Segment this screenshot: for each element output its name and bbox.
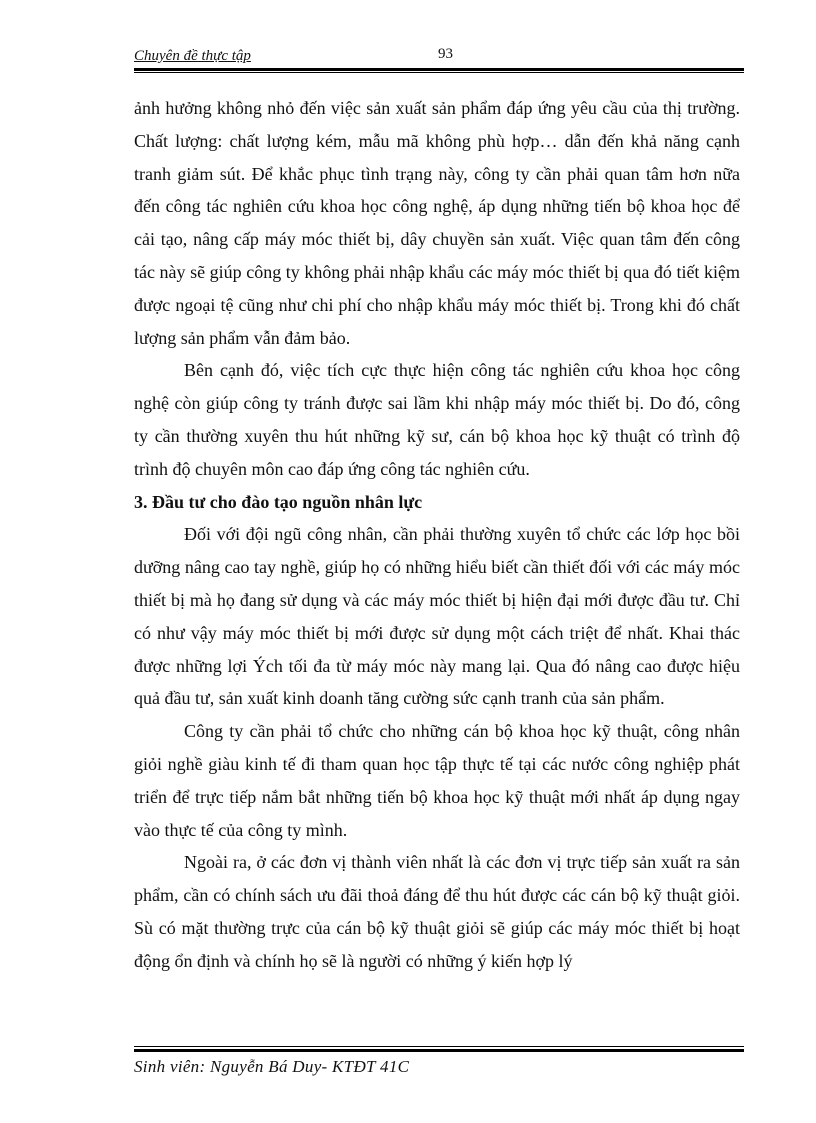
paragraph-1: ảnh hưởng không nhỏ đến việc sản xuất sản phẩm đáp ứng yêu cầu của thị trường. Chất lượng: chất lượng kém, mẫu mã không phù hợp… dẫn đến khả năng cạnh tranh giảm sút. Để khắc phục tình trạng này, công ty cần phải quan tâm hơn nữa đến công tác nghiên cứu khoa học công nghệ, áp dụng những tiến bộ khoa học để cải tạo, nâng cấp máy móc thiết bị, dây chuyền sản xuất. Việc quan tâm đến công tác này sẽ giúp công ty không phải nhập khẩu các máy móc thiết bị qua đó tiết kiệm được ngoại tệ cũng như chi phí cho nhập khẩu máy móc thiết bị. Trong khi đó chất lượng sản phẩm vẫn đảm bảo.: [134, 98, 740, 348]
paragraph-3: Đối với đội ngũ công nhân, cần phải thường xuyên tổ chức các lớp học bồi dưỡng nâng cao tay nghề, giúp họ có những hiểu biết cần thiết đối với các máy móc thiết bị mà họ đang sử dụng và các máy móc thiết bị hiện đại mới được đầu tư. Chỉ có như vậy máy móc thiết bị mới được sử dụng một cách triệt để nhất. Khai thác được những lợi Ých tối đa từ máy móc này mang lại. Qua đó nâng cao được hiệu quả đầu tư, sản xuất kinh doanh tăng cường sức cạnh tranh của sản phẩm.: [134, 524, 740, 709]
page-number: 93: [438, 46, 453, 62]
page-footer: [134, 1046, 744, 1077]
header-rule: [134, 68, 744, 73]
paragraph-2: Bên cạnh đó, việc tích cực thực hiện công tác nghiên cứu khoa học công nghệ còn giúp công ty tránh được sai lầm khi nhập máy móc thiết bị. Do đó, công ty cần thường xuyên thu hút những kỹ sư, cán bộ khoa học kỹ thuật có trình độ trình độ chuyên môn cao đáp ứng công tác nghiên cứu.: [134, 360, 740, 479]
paragraph-5: Ngoài ra, ở các đơn vị thành viên nhất là các đơn vị trực tiếp sản xuất ra sản phẩm, cần có chính sách ưu đãi thoả đáng để thu hút được các cán bộ kỹ thuật giỏi. Sù có mặt thường trực của cán bộ kỹ thuật giỏi sẽ giúp các máy móc thiết bị hoạt động ổn định và chính họ sẽ là người có những ý kiến hợp lý: [134, 852, 740, 971]
paragraph-4: Công ty cần phải tổ chức cho những cán bộ khoa học kỹ thuật, công nhân giỏi nghề giàu kinh tế đi tham quan học tập thực tế tại các nước công nghiệp phát triển để trực tiếp nắm bắt những tiến bộ khoa học kỹ thuật mới nhất áp dụng ngay vào thực tế của công ty mình.: [134, 721, 740, 840]
page-header: [134, 44, 744, 68]
footer-rule: [134, 1046, 744, 1052]
footer-text: Sinh viên: Nguyễn Bá Duy- KTĐT 41C: [134, 1057, 410, 1076]
page-body: [134, 92, 740, 978]
section-heading-3: 3. Đầu tư cho đào tạo nguồn nhân lực: [134, 491, 423, 512]
header-title: Chuyên đề thực tập: [134, 48, 251, 64]
